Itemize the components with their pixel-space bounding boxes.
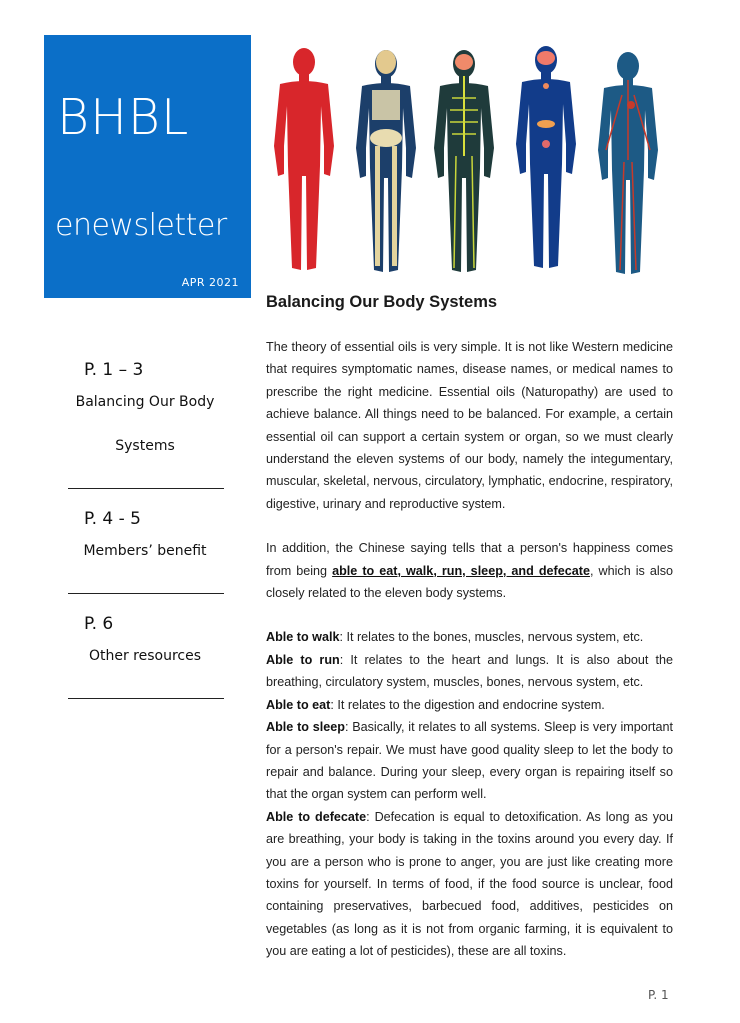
toc-entry[interactable]: [60, 614, 230, 699]
toc-title: Balancing Our Body: [75, 394, 215, 410]
circulatory-figure: [598, 52, 658, 274]
table-of-contents: [60, 360, 230, 699]
brand-title: BHBL: [57, 89, 190, 146]
toc-divider: [68, 488, 224, 489]
intro-paragraph: The theory of essential oils is very simple. It is not like Western medicine that requires symptomatic names, disease names, or medical names to prescribe the right medicine. Essential oils (Naturopathy) are used to achieve balance. All things need to be balanced. For example, a certain essential oil can support a certain system or organ, so we must clearly understand the eleven systems of our body, namely the integumentary, muscular, skeletal, nervous, circulatory, lymphatic, endocrine, respiratory, digestive, urinary and reproductive system.: [266, 340, 673, 511]
ability-label: Able to sleep: [266, 720, 345, 735]
ability-text: : It relates to the bones, muscles, nervous system, etc.: [339, 630, 644, 645]
masthead: [44, 35, 251, 298]
ability-label: Able to run: [266, 652, 340, 667]
ability-text: : It relates to the heart and lungs. It is also about the breathing, circulatory system, muscles, bones, nervous system, etc.: [266, 652, 673, 690]
saying-emphasis: able to eat, walk, run, sleep, and defecate: [332, 563, 590, 578]
toc-divider: [68, 593, 224, 594]
ability-text: : Defecation is equal to detoxification. As long as you are breathing, your body is taking in the toxins around you every day. If you are a person who is prone to anger, you are just like creating more toxins for yourself. In terms of food, if the food source is unclear, food containing preservatives, barbecued food, additives, pesticides on vegetables (as long as it is not from organic farming, it is equivalent to you are eating a lot of pesticides), these are all toxins.: [266, 809, 673, 959]
toc-title: Members’ benefit: [83, 543, 207, 559]
article: [266, 290, 673, 963]
newsletter-subtitle: enewsletter: [55, 208, 227, 243]
ability-item: [266, 694, 673, 716]
ability-item: [266, 716, 673, 806]
endocrine-figure: [516, 46, 576, 268]
body-systems-illustration: [262, 42, 680, 274]
ability-text: : Basically, it relates to all systems. Sleep is very important for a person's repair. We must have good quality sleep to let the body to repair and balance. During your sleep, every organ is repairing itself so that the organ system can perform well.: [266, 720, 673, 802]
article-title: Balancing Our Body Systems: [266, 293, 498, 311]
muscular-figure: [274, 48, 334, 270]
toc-title: Other resources: [88, 648, 202, 664]
toc-title: Systems: [115, 438, 175, 454]
saying-paragraph: [266, 537, 673, 604]
ability-text: : It relates to the digestion and endocrine system.: [330, 697, 605, 712]
issue-date: APR 2021: [181, 276, 239, 289]
skeletal-figure: [356, 50, 416, 272]
toc-divider: [68, 698, 224, 699]
ability-item: [266, 626, 673, 648]
page-number: P. 1: [648, 988, 669, 1002]
nervous-figure: [434, 50, 494, 272]
toc-entry[interactable]: [60, 509, 230, 594]
saying-text: In addition, the Chinese saying tells that a person's happiness comes from being: [266, 541, 673, 578]
ability-label: Able to defecate: [266, 809, 367, 824]
ability-item: [266, 649, 673, 694]
toc-page-range: P. 1 – 3: [84, 360, 144, 380]
toc-entry[interactable]: [60, 360, 230, 489]
ability-label: Able to walk: [266, 630, 340, 645]
ability-item: [266, 806, 673, 963]
toc-page-range: P. 6: [84, 614, 114, 634]
ability-label: Able to eat: [266, 697, 331, 712]
toc-page-range: P. 4 - 5: [84, 509, 141, 529]
saying-text: , which is also closely related to the eleven body systems.: [266, 563, 673, 601]
